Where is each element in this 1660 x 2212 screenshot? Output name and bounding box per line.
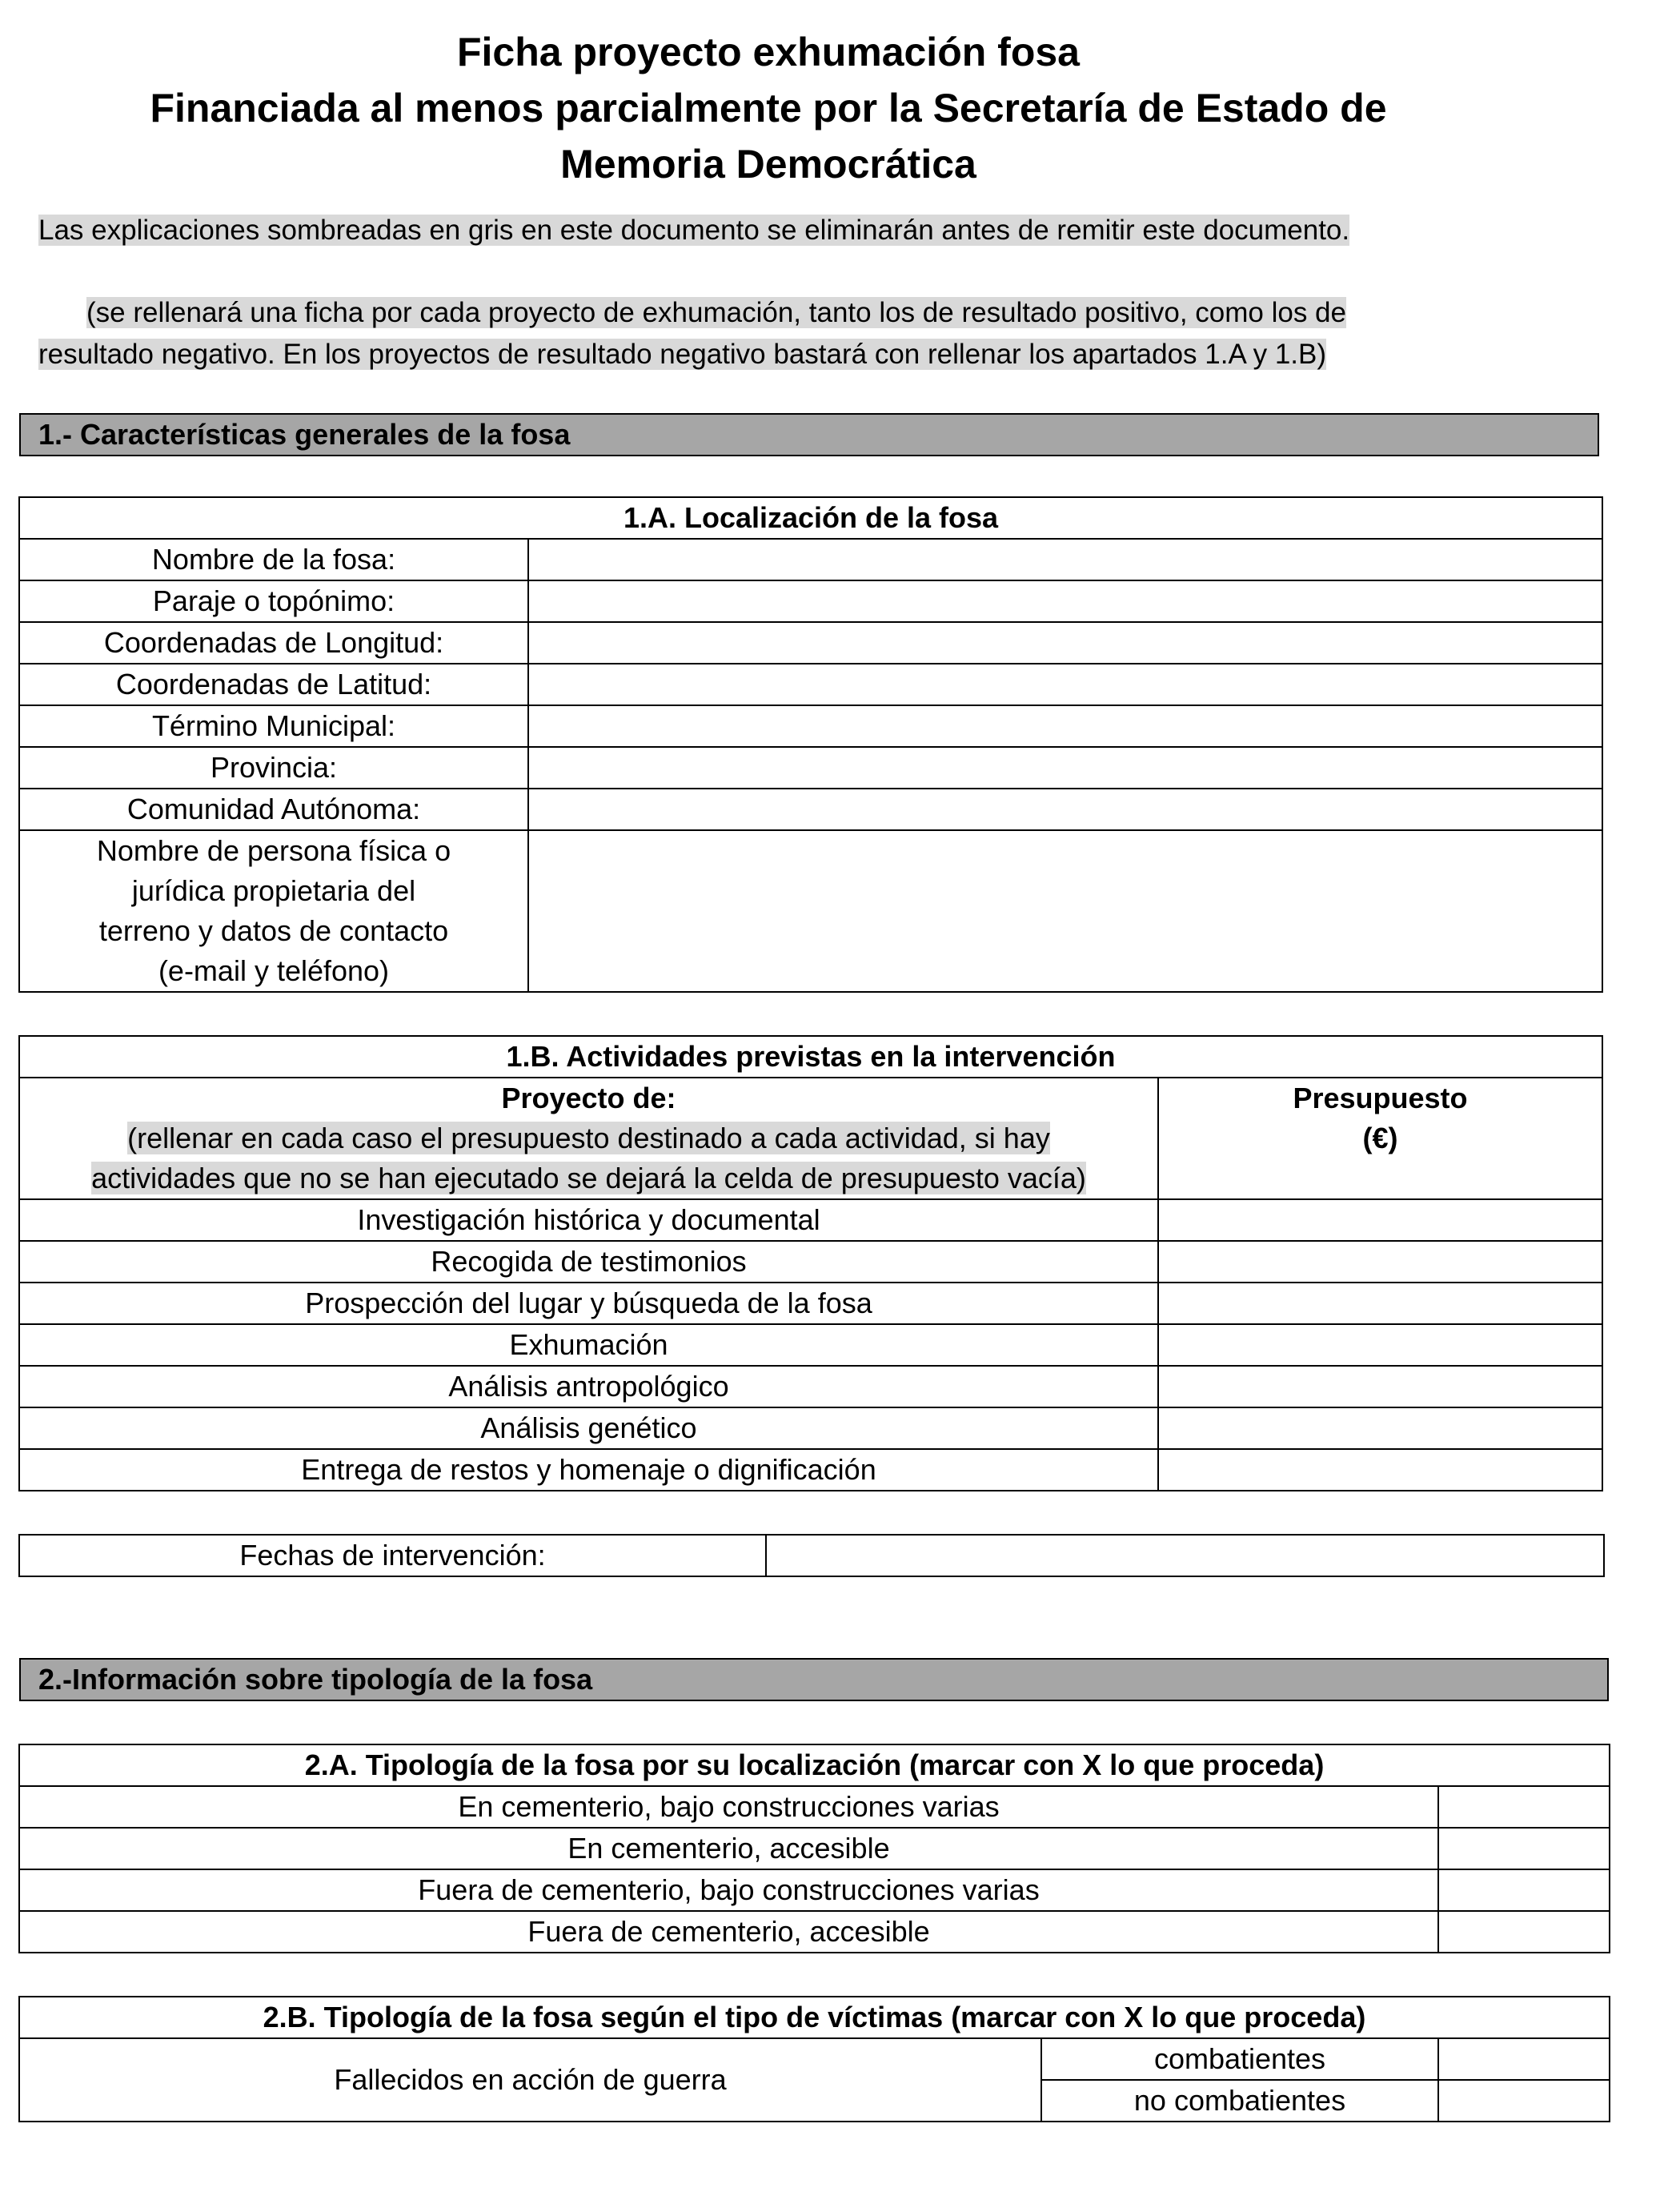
activity-label: Análisis genético xyxy=(19,1407,1158,1449)
activity-budget-input[interactable] xyxy=(1158,1241,1602,1283)
budget-currency: (€) xyxy=(1362,1122,1398,1154)
project-note-line2: actividades que no se han ejecutado se dejará la celda de presupuesto vacía) xyxy=(91,1162,1086,1194)
field-label: Nombre de la fosa: xyxy=(19,539,528,580)
field-label: Coordenadas de Longitud: xyxy=(19,622,528,664)
location-type-label: Fuera de cementerio, bajo construcciones varias xyxy=(19,1869,1438,1911)
fill-instruction-line1: (se rellenará una ficha por cada proyecto de exhumación, tanto los de resultado positivo, como los de xyxy=(86,297,1346,328)
location-type-label: En cementerio, bajo construcciones varias xyxy=(19,1786,1438,1828)
field-label: Comunidad Autónoma: xyxy=(19,789,528,830)
latitude-input[interactable] xyxy=(528,664,1602,705)
dates-label: Fechas de intervención: xyxy=(19,1535,766,1576)
document-title-line3: Memoria Democrática xyxy=(560,142,976,187)
victims-subtype-label: combatientes xyxy=(1041,2038,1438,2080)
fill-instruction-line2: resultado negativo. En los proyectos de resultado negativo bastará con rellenar los apartados 1.A y 1.B) xyxy=(38,339,1327,370)
activity-label: Entrega de restos y homenaje o dignificación xyxy=(19,1449,1158,1491)
activity-label: Recogida de testimonios xyxy=(19,1241,1158,1283)
place-name-input[interactable] xyxy=(528,580,1602,622)
section-2-header: 2.-Información sobre tipología de la fosa xyxy=(19,1658,1609,1701)
province-input[interactable] xyxy=(528,747,1602,789)
owner-label-line3: terreno y datos de contacto xyxy=(98,914,449,947)
activity-label: Exhumación xyxy=(19,1324,1158,1366)
activity-budget-input[interactable] xyxy=(1158,1366,1602,1407)
activity-label: Prospección del lugar y búsqueda de la fosa xyxy=(19,1283,1158,1324)
activity-budget-input[interactable] xyxy=(1158,1283,1602,1324)
document-title-line2: Financiada al menos parcialmente por la Secretaría de Estado de xyxy=(150,86,1387,130)
location-table-header: 1.A. Localización de la fosa xyxy=(19,497,1602,539)
gray-explanation-text: Las explicaciones sombreadas en gris en este documento se eliminarán antes de remitir este documento. xyxy=(38,215,1350,246)
field-label: Término Municipal: xyxy=(19,705,528,747)
budget-header-cell xyxy=(1158,1078,1602,1199)
owner-label xyxy=(19,830,528,992)
document-title-line1: Ficha proyecto exhumación fosa xyxy=(457,30,1080,74)
location-type-checkbox[interactable] xyxy=(1438,1786,1610,1828)
activity-budget-input[interactable] xyxy=(1158,1199,1602,1241)
budget-label: Presupuesto xyxy=(1293,1082,1468,1114)
longitude-input[interactable] xyxy=(528,622,1602,664)
project-header-cell xyxy=(19,1078,1158,1199)
field-label: Paraje o topónimo: xyxy=(19,580,528,622)
field-label: Provincia: xyxy=(19,747,528,789)
victims-subtype-checkbox[interactable] xyxy=(1438,2038,1610,2080)
owner-label-line1: Nombre de persona física o xyxy=(96,834,451,867)
project-note-line1: (rellenar en cada caso el presupuesto destinado a cada actividad, si hay xyxy=(127,1122,1050,1154)
field-label: Coordenadas de Latitud: xyxy=(19,664,528,705)
location-type-checkbox[interactable] xyxy=(1438,1869,1610,1911)
victims-subtype-label: no combatientes xyxy=(1041,2080,1438,2122)
project-label: Proyecto de: xyxy=(501,1082,676,1114)
location-type-checkbox[interactable] xyxy=(1438,1828,1610,1869)
victims-subtype-checkbox[interactable] xyxy=(1438,2080,1610,2122)
activity-label: Investigación histórica y documental xyxy=(19,1199,1158,1241)
dates-table xyxy=(18,1534,1605,1577)
grave-name-input[interactable] xyxy=(528,539,1602,580)
victims-group-label: Fallecidos en acción de guerra xyxy=(19,2038,1041,2122)
owner-contact-input[interactable] xyxy=(528,830,1602,992)
location-type-header: 2.A. Tipología de la fosa por su localización (marcar con X lo que proceda) xyxy=(19,1744,1610,1786)
activities-table xyxy=(18,1035,1603,1491)
activity-budget-input[interactable] xyxy=(1158,1449,1602,1491)
section-1-header: 1.- Características generales de la fosa xyxy=(19,413,1599,456)
fill-instruction-note xyxy=(38,292,1479,375)
location-type-label: En cementerio, accesible xyxy=(19,1828,1438,1869)
municipality-input[interactable] xyxy=(528,705,1602,747)
activity-budget-input[interactable] xyxy=(1158,1407,1602,1449)
location-type-label: Fuera de cementerio, accesible xyxy=(19,1911,1438,1953)
activities-table-header: 1.B. Actividades previstas en la intervención xyxy=(19,1036,1602,1078)
autonomous-community-input[interactable] xyxy=(528,789,1602,830)
location-table xyxy=(18,496,1603,993)
activity-label: Análisis antropológico xyxy=(19,1366,1158,1407)
owner-label-line4: (e-mail y teléfono) xyxy=(158,954,390,987)
location-type-checkbox[interactable] xyxy=(1438,1911,1610,1953)
activity-budget-input[interactable] xyxy=(1158,1324,1602,1366)
gray-explanation-note xyxy=(38,210,1349,251)
location-type-table xyxy=(18,1744,1610,1953)
victims-type-header: 2.B. Tipología de la fosa según el tipo de víctimas (marcar con X lo que proceda) xyxy=(19,1997,1610,2038)
owner-label-line2: jurídica propietaria del xyxy=(131,874,416,907)
dates-input[interactable] xyxy=(766,1535,1604,1576)
victims-type-table xyxy=(18,1996,1610,2122)
